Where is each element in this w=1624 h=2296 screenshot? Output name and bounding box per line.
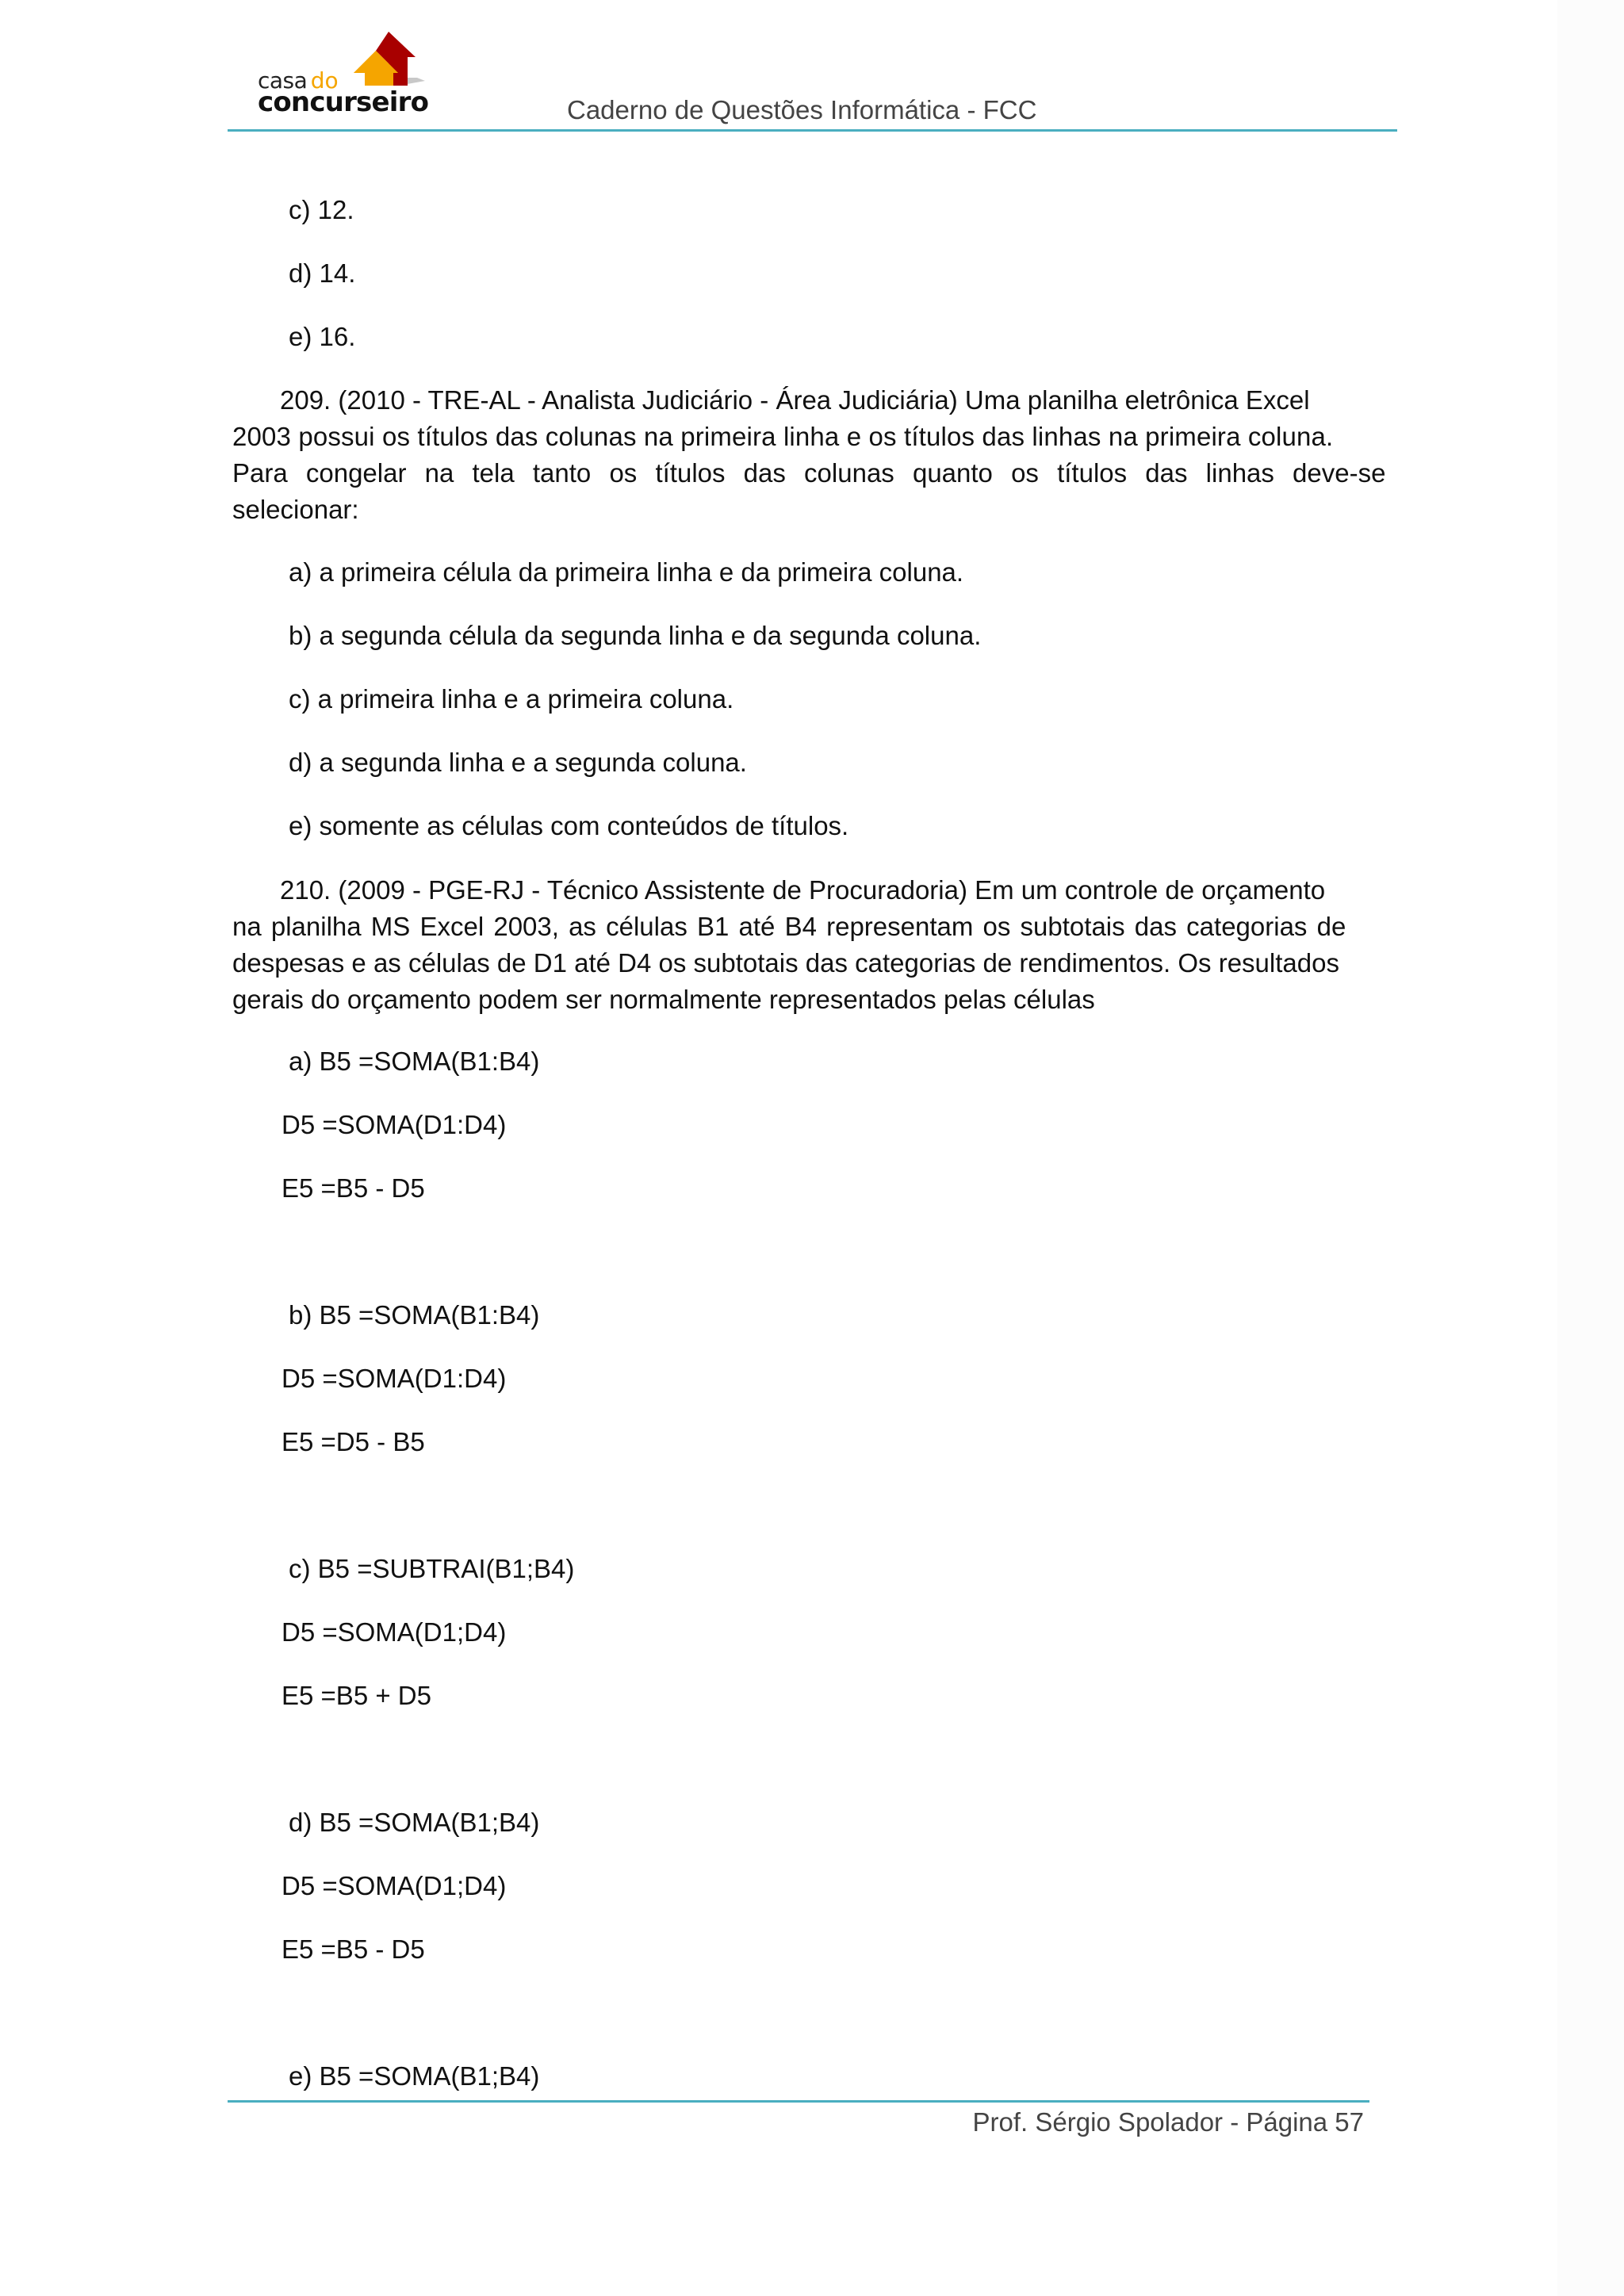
question-209-line-3: Para congelar na tela tanto os títulos das colunas quanto os títulos das linhas deve-se (232, 458, 1386, 488)
logo-word-casa: casa (258, 67, 308, 94)
option-a-line-2: D5 =SOMA(D1:D4) (282, 1110, 507, 1139)
question-209-option-e: e) somente as células com conteúdos de títulos. (289, 811, 849, 840)
question-210-line-2: na planilha MS Excel 2003, as células B1 até B4 representam os subtotais das categorias de (232, 912, 1346, 941)
page-margin-strip (1557, 0, 1624, 2296)
option-d-line-1: d) B5 =SOMA(B1;B4) (289, 1808, 540, 1837)
option-d-line-3: E5 =B5 - D5 (282, 1934, 425, 1964)
option-d-line-2: D5 =SOMA(D1;D4) (282, 1871, 507, 1900)
logo-word-do: do (310, 67, 339, 94)
question-210-line-3: despesas e as células de D1 até D4 os subtotais das categorias de rendimentos. Os resultados (232, 948, 1339, 978)
question-209-line-4: selecionar: (232, 495, 359, 524)
option-b-line-3: E5 =D5 - B5 (282, 1427, 425, 1456)
option-c-line-2: D5 =SOMA(D1;D4) (282, 1617, 507, 1647)
document-title: Caderno de Questões Informática - FCC (567, 95, 1037, 124)
question-210-line-1: 210. (2009 - PGE-RJ - Técnico Assistente de Procuradoria) Em um controle de orçamento (280, 875, 1326, 905)
question-209-line-1: 209. (2010 - TRE-AL - Analista Judiciário - Área Judiciária) Uma planilha eletrônica Excel (280, 385, 1310, 415)
option-a-line-3: E5 =B5 - D5 (282, 1173, 425, 1203)
prev-option-e: e) 16. (289, 322, 356, 351)
question-209-option-a: a) a primeira célula da primeira linha e da primeira coluna. (289, 557, 964, 587)
header-divider (228, 129, 1397, 132)
option-a-line-1: a) B5 =SOMA(B1:B4) (289, 1047, 540, 1076)
footer-divider (228, 2100, 1369, 2103)
option-c-line-1: c) B5 =SUBTRAI(B1;B4) (289, 1554, 575, 1583)
logo-word-concurseiro: concurseiro (258, 86, 429, 118)
logo (254, 29, 428, 124)
question-209-option-c: c) a primeira linha e a primeira coluna. (289, 684, 734, 714)
option-b-line-2: D5 =SOMA(D1:D4) (282, 1364, 507, 1393)
logo-wordmark (258, 67, 429, 118)
question-210-line-4: gerais do orçamento podem ser normalmente representados pelas células (232, 985, 1095, 1014)
footer-author-page: Prof. Sérgio Spolador - Página 57 (972, 2107, 1364, 2137)
question-209-option-b: b) a segunda célula da segunda linha e da segunda coluna. (289, 621, 982, 650)
option-e-line-1: e) B5 =SOMA(B1;B4) (289, 2061, 540, 2091)
prev-option-c: c) 12. (289, 195, 354, 224)
question-209-line-2: 2003 possui os títulos das colunas na primeira linha e os títulos das linhas na primeira coluna. (232, 422, 1334, 451)
question-209-option-d: d) a segunda linha e a segunda coluna. (289, 748, 747, 777)
prev-option-d: d) 14. (289, 258, 356, 288)
option-c-line-3: E5 =B5 + D5 (282, 1681, 431, 1710)
option-b-line-1: b) B5 =SOMA(B1:B4) (289, 1300, 540, 1330)
